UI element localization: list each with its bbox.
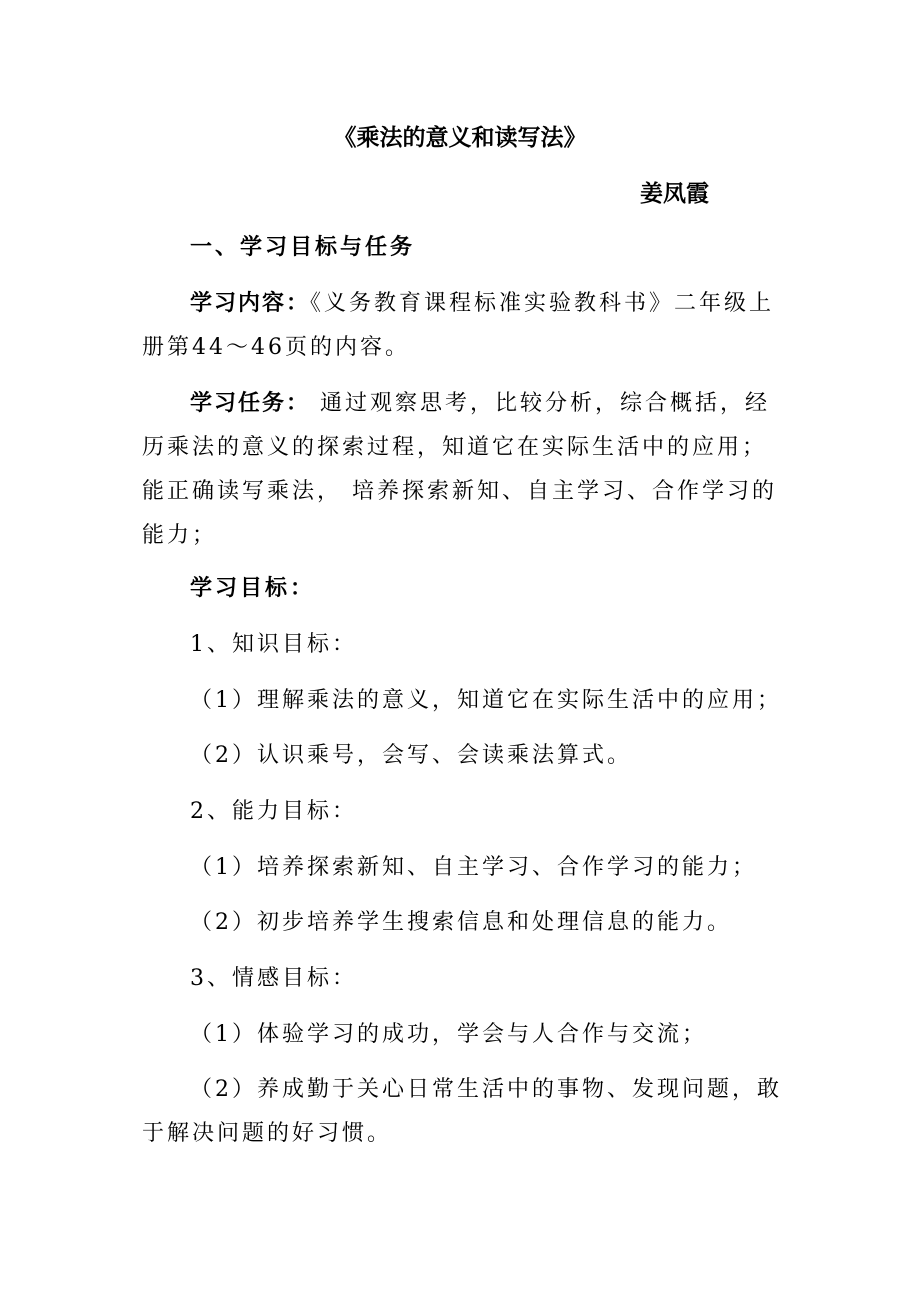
author-name: 姜凤霞 (640, 181, 709, 207)
goal-item: （2）养成勤于关心日常生活中的事物、发现问题，敢于解决问题的好习惯。 (142, 1077, 782, 1146)
learning-content-text: 《义务教育课程标准实验教科书》二年级上册第44～46页的内容。 (142, 291, 775, 360)
goal-item: （1）理解乘法的意义，知道它在实际生活中的应用； (190, 688, 782, 713)
goals-heading: 学习目标： (190, 576, 316, 601)
goal-item: （2）认识乘号，会写、会读乘法算式。 (190, 743, 632, 768)
learning-content-paragraph (142, 282, 782, 370)
goal-heading-knowledge: 1、知识目标： (190, 632, 357, 657)
section-heading: 一、学习目标与任务 (190, 235, 416, 260)
document-title: 《乘法的意义和读写法》 (333, 125, 587, 151)
learning-task-label: 学习任务： (190, 391, 311, 416)
goal-item: （2）初步培养学生搜索信息和处理信息的能力。 (190, 910, 732, 935)
goal-heading-emotion: 3、情感目标： (190, 966, 357, 991)
goal-heading-ability: 2、能力目标： (190, 799, 357, 824)
learning-task-paragraph (142, 382, 782, 558)
learning-content-label: 学习内容： (190, 291, 311, 316)
goal-item: （1）体验学习的成功，学会与人合作与交流； (190, 1022, 707, 1047)
goal-item: （1）培养探索新知、自主学习、合作学习的能力； (190, 855, 757, 880)
learning-task-text: 通过观察思考，比较分析，综合概括，经历乘法的意义的探索过程，知道它在实际生活中的应用；能正确读写乘法， 培养探索新知、自主学习、合作学习的能力； (142, 391, 777, 548)
